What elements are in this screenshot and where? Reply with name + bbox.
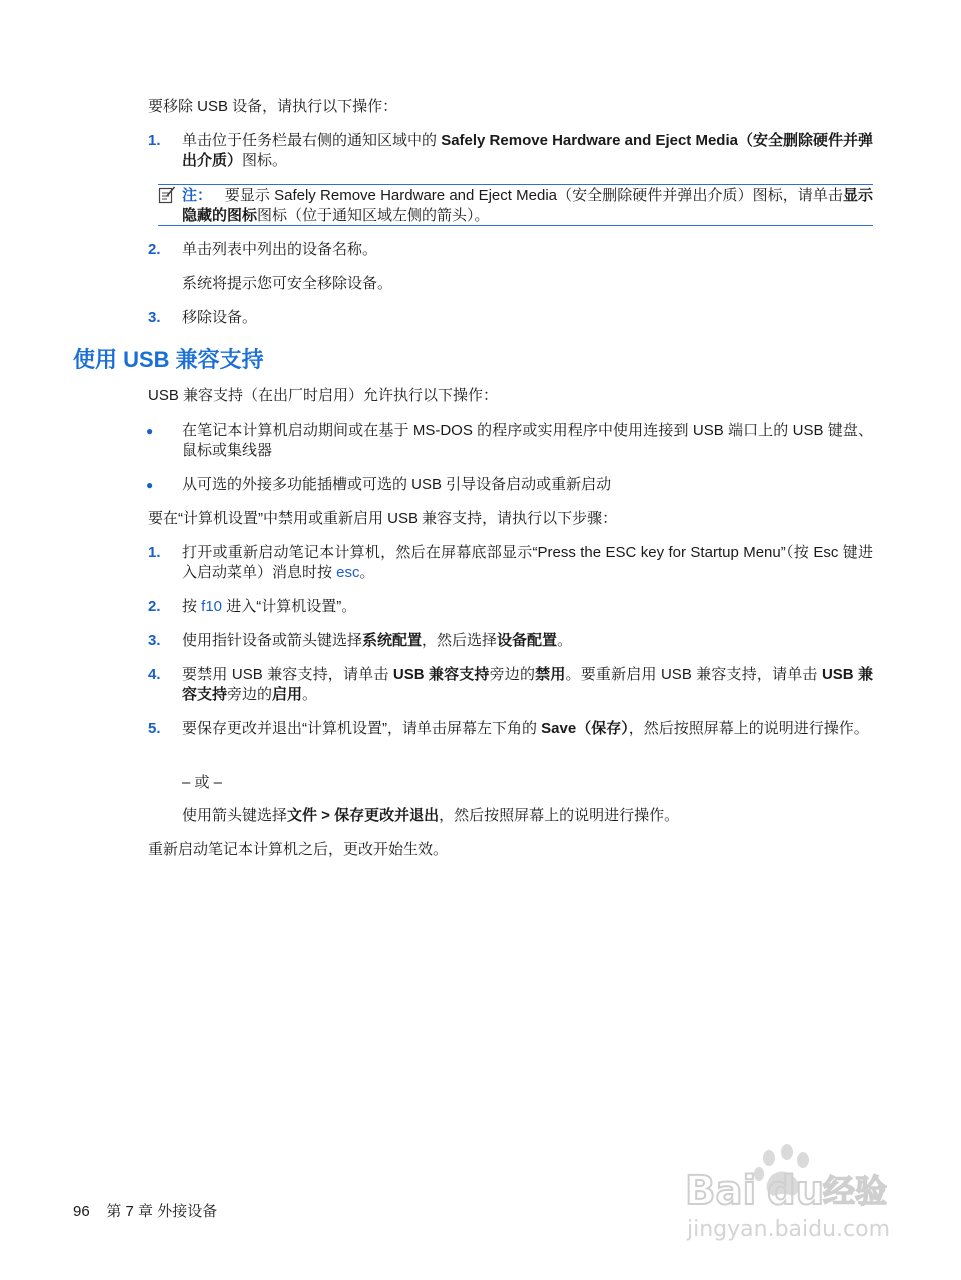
note-bottom-rule	[158, 225, 873, 226]
step-text-part: ，然后按照屏幕上的说明进行操作。	[439, 807, 680, 824]
step-text	[182, 131, 873, 171]
page-footer	[73, 1202, 217, 1222]
note-text	[182, 186, 873, 226]
step-text-part: 单击位于任务栏最右侧的通知区域中的	[182, 132, 442, 149]
step-number: 5.	[148, 720, 161, 737]
step-text: 单击列表中列出的设备名称。	[182, 241, 378, 258]
step-number: 1.	[148, 544, 161, 561]
step-text: 移除设备。	[182, 309, 258, 326]
step-text-part: 旁边的	[227, 686, 273, 703]
step-text-part: 。	[359, 564, 375, 581]
key-f10: f10	[201, 598, 223, 615]
bullet-item: 在笔记本计算机启动期间或在基于 MS-DOS 的程序或实用程序中使用连接到 USB 端口上的 USB 键盘、鼠标或集线器	[182, 422, 873, 459]
step-text-bold: Safely Remove Hardware and Eject Media（安全删除硬件并弹出介质）	[182, 132, 873, 169]
step-text-part: ，然后按照屏幕上的说明进行操作。	[628, 720, 869, 737]
note-top-rule	[158, 184, 873, 185]
step-text-part: 。要重新启用 USB 兼容支持，请单击	[565, 666, 822, 683]
step-text-part: 使用箭头键选择	[182, 807, 288, 824]
step-text-part: 要保存更改并退出“计算机设置”，请单击屏幕左下角的	[182, 720, 542, 737]
step-text-bold: 文件 > 保存更改并退出	[287, 807, 440, 824]
step-text-part: 。	[302, 686, 318, 703]
step-text-bold: 设备配置	[497, 632, 558, 649]
steps-intro: 要在“计算机设置”中禁用或重新启用 USB 兼容支持，请执行以下步骤：	[148, 510, 618, 527]
step-text-part: 按	[182, 598, 202, 615]
note-text-part: 要显示 Safely Remove Hardware and Eject Media（安全删除硬件并弹出介质）图标，请单击	[224, 187, 843, 204]
step-number: 3.	[148, 309, 161, 326]
step-text-part: 使用指针设备或箭头键选择	[182, 632, 363, 649]
step-text-part: 旁边的	[489, 666, 536, 683]
step-text	[182, 543, 873, 583]
step-text	[182, 665, 873, 705]
bullet-icon: ●	[146, 478, 154, 492]
step-number: 3.	[148, 632, 161, 649]
step-text	[182, 719, 873, 739]
intro-text: 要移除 USB 设备，请执行以下操作：	[148, 98, 398, 115]
page-number: 96	[73, 1203, 90, 1220]
step-text-part: ，然后选择	[422, 632, 498, 649]
step-number: 2.	[148, 241, 161, 258]
step-text	[182, 631, 873, 651]
step-alt-text	[182, 806, 873, 826]
step-text-part: 打开或重新启动笔记本计算机，然后在屏幕底部显示“Press the ESC key for Startup Menu”（按 Esc 键进入启动菜单）消息时按	[182, 544, 873, 581]
note-text-bold: 显示隐藏的图标	[182, 187, 873, 224]
note-icon	[158, 186, 176, 204]
svg-text:Bai: Bai	[685, 1168, 757, 1214]
step-number: 4.	[148, 666, 161, 683]
step-text-bold: Save（保存）	[541, 720, 629, 737]
step-text-bold: 禁用	[535, 666, 566, 683]
step-text	[182, 597, 873, 617]
note-text-part: 图标（位于通知区域左侧的箭头）。	[257, 207, 490, 224]
step-text-bold: 启用	[272, 686, 303, 703]
svg-text:jingyan.baidu.com: jingyan.baidu.com	[687, 1217, 891, 1242]
step-text-part: 。	[557, 632, 573, 649]
step-text-part: 要禁用 USB 兼容支持，请单击	[182, 666, 393, 683]
note-label: 注：	[182, 187, 213, 204]
step-text-bold: USB 兼容支持	[182, 666, 873, 703]
svg-text:经验: 经验	[823, 1172, 888, 1210]
step-text-part: 图标。	[242, 152, 288, 169]
key-esc: esc	[336, 564, 360, 581]
step-text-bold: USB 兼容支持	[392, 666, 490, 683]
closing-text: 重新启动笔记本计算机之后，更改开始生效。	[148, 841, 449, 858]
svg-text:du: du	[767, 1168, 825, 1214]
baidu-watermark-logo	[683, 1138, 903, 1248]
bullet-item: 从可选的外接多功能插槽或可选的 USB 引导设备启动或重新启动	[182, 476, 612, 493]
step-number: 1.	[148, 132, 161, 149]
chapter-title: 第 7 章 外接设备	[106, 1203, 218, 1220]
step-subtext: 系统将提示您可安全移除设备。	[182, 275, 393, 292]
bullet-icon: ●	[146, 424, 154, 438]
or-separator: – 或 –	[182, 774, 223, 791]
step-text-bold: 系统配置	[362, 632, 423, 649]
section-title: 使用 USB 兼容支持	[73, 347, 264, 372]
section-intro: USB 兼容支持（在出厂时启用）允许执行以下操作：	[148, 387, 499, 404]
step-text-part: 进入“计算机设置”。	[222, 598, 357, 615]
step-number: 2.	[148, 598, 161, 615]
